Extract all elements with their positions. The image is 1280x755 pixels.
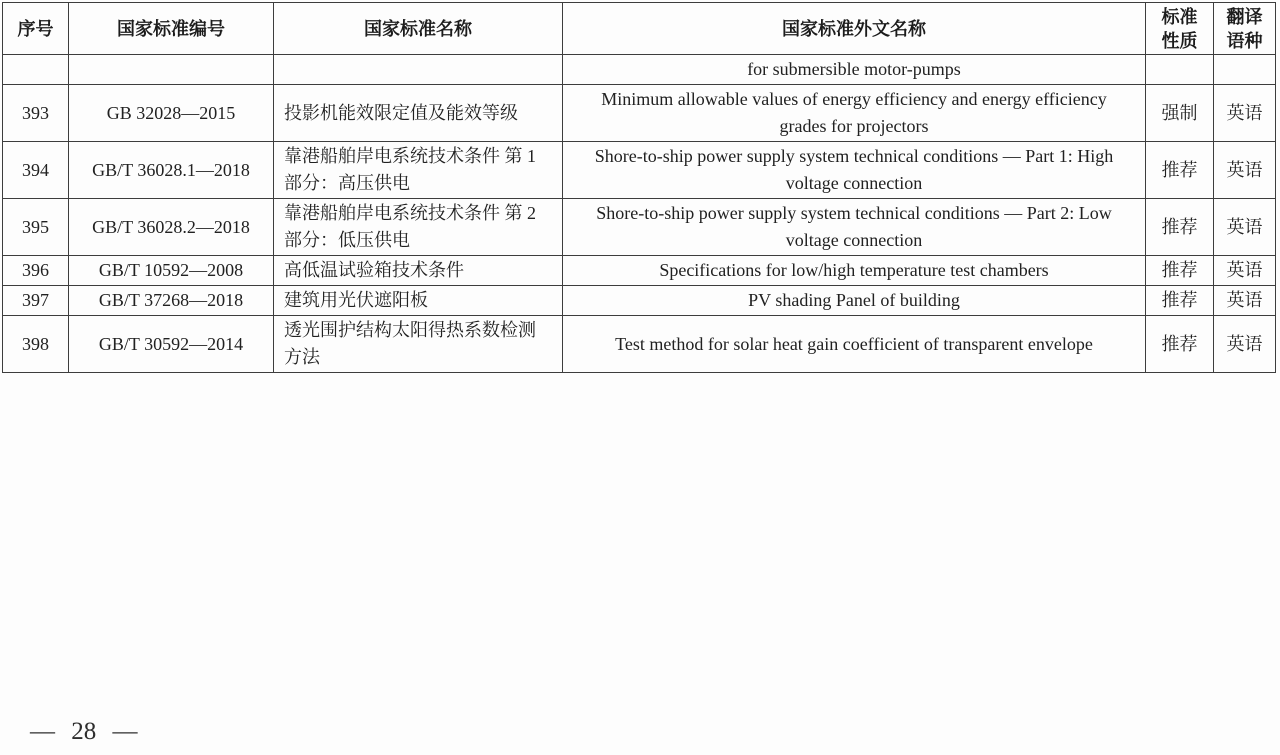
cell-name-cn: 靠港船舶岸电系统技术条件 第 2 部分：低压供电 (274, 199, 563, 256)
cell-nature: 推荐 (1146, 199, 1214, 256)
cell-seq: 396 (3, 256, 69, 286)
header-language: 翻译语种 (1214, 3, 1276, 55)
table-row-394 (3, 142, 1276, 199)
cell-code: GB/T 36028.1—2018 (69, 142, 274, 199)
cell-nature: 推荐 (1146, 142, 1214, 199)
header-name-en: 国家标准外文名称 (563, 3, 1146, 55)
table-row-395 (3, 199, 1276, 256)
header-nature: 标准性质 (1146, 3, 1214, 55)
cell-seq: 394 (3, 142, 69, 199)
cell-nature: 推荐 (1146, 286, 1214, 316)
cell-language (1214, 55, 1276, 85)
cell-name-en: PV shading Panel of building (563, 286, 1146, 316)
cell-name-cn: 透光围护结构太阳得热系数检测方法 (274, 316, 563, 373)
cell-nature: 推荐 (1146, 256, 1214, 286)
cell-code: GB/T 36028.2—2018 (69, 199, 274, 256)
cell-name-en: Shore-to-ship power supply system technical conditions — Part 1: High voltage connection (563, 142, 1146, 199)
table-header-row (3, 3, 1276, 55)
header-name-cn: 国家标准名称 (274, 3, 563, 55)
cell-code: GB/T 10592—2008 (69, 256, 274, 286)
cell-code: GB 32028—2015 (69, 85, 274, 142)
cell-language: 英语 (1214, 85, 1276, 142)
cell-code: GB/T 30592—2014 (69, 316, 274, 373)
cell-language: 英语 (1214, 286, 1276, 316)
cell-language: 英语 (1214, 256, 1276, 286)
cell-seq: 397 (3, 286, 69, 316)
cell-nature (1146, 55, 1214, 85)
cell-language: 英语 (1214, 199, 1276, 256)
header-code: 国家标准编号 (69, 3, 274, 55)
cell-code (69, 55, 274, 85)
cell-name-en: for submersible motor-pumps (563, 55, 1146, 85)
table-row-397 (3, 286, 1276, 316)
cell-language: 英语 (1214, 142, 1276, 199)
cell-name-cn: 靠港船舶岸电系统技术条件 第 1 部分：高压供电 (274, 142, 563, 199)
cell-seq: 393 (3, 85, 69, 142)
cell-seq: 395 (3, 199, 69, 256)
cell-name-cn (274, 55, 563, 85)
cell-language: 英语 (1214, 316, 1276, 373)
cell-name-cn: 建筑用光伏遮阳板 (274, 286, 563, 316)
cell-name-en: Shore-to-ship power supply system technical conditions — Part 2: Low voltage connection (563, 199, 1146, 256)
cell-nature: 强制 (1146, 85, 1214, 142)
cell-name-cn: 高低温试验箱技术条件 (274, 256, 563, 286)
standards-table (2, 2, 1276, 373)
cell-name-en: Specifications for low/high temperature test chambers (563, 256, 1146, 286)
cell-seq (3, 55, 69, 85)
cell-name-en: Minimum allowable values of energy efficiency and energy efficiency grades for projectors (563, 85, 1146, 142)
cell-name-cn: 投影机能效限定值及能效等级 (274, 85, 563, 142)
page-number: — 28 — (30, 718, 138, 745)
cell-seq: 398 (3, 316, 69, 373)
header-seq: 序号 (3, 3, 69, 55)
cell-code: GB/T 37268—2018 (69, 286, 274, 316)
cell-name-en: Test method for solar heat gain coefficient of transparent envelope (563, 316, 1146, 373)
table-row-393 (3, 85, 1276, 142)
table-row-396 (3, 256, 1276, 286)
cell-nature: 推荐 (1146, 316, 1214, 373)
table-row-398 (3, 316, 1276, 373)
table-row-continuation (3, 55, 1276, 85)
